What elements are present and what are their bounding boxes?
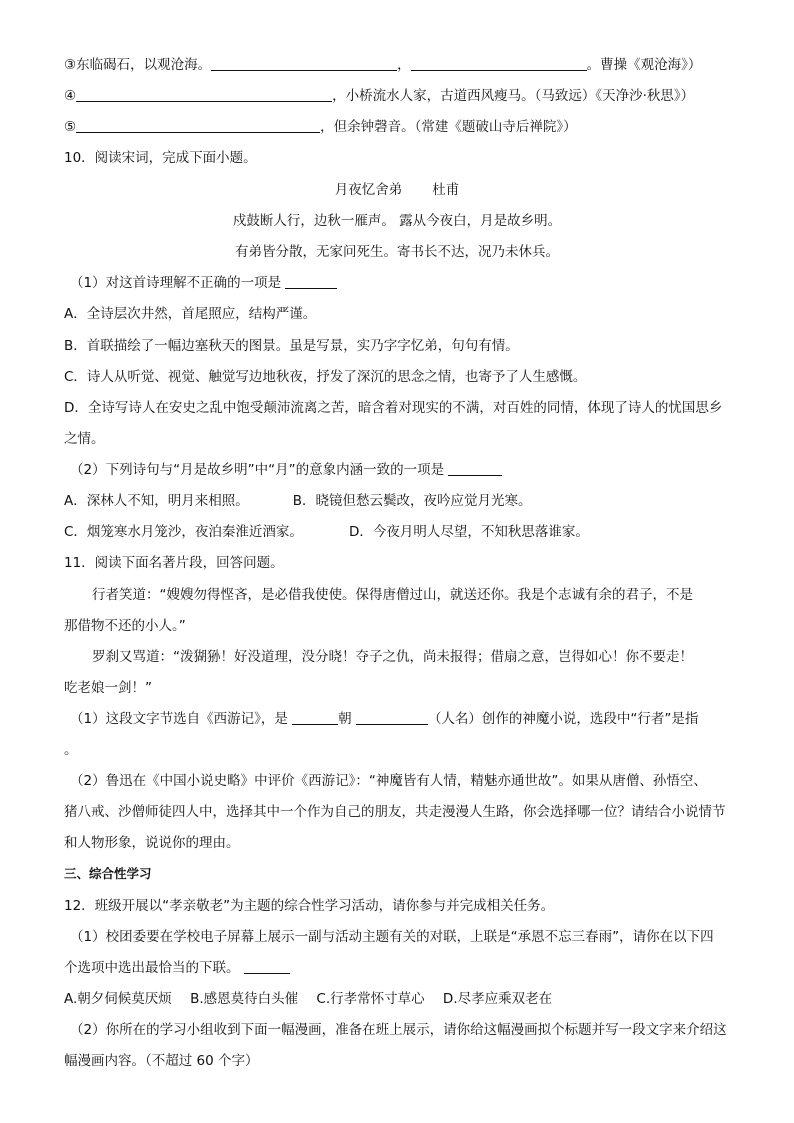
question-11-2: （2）鲁迅在《中国小说史略》中评价《西游记》：“神魔皆有人情，精魅亦通世故”。如果从唐僧、孙悟空、: [70, 773, 707, 789]
poem-header: [0, 180, 794, 200]
question-12-1-cont: 个选项中选出最恰当的下联。: [64, 958, 290, 978]
answer-blank[interactable]: [244, 959, 290, 974]
excerpt-paragraph-2-cont: 吃老娘一剑！”: [64, 680, 152, 696]
options-12-1[interactable]: A.朝夕伺候莫厌烦 B.感恩莫待白头催 C.行孝常怀寸草心 D.尽孝应乘双老在: [64, 991, 553, 1007]
answer-blank[interactable]: [211, 56, 397, 71]
option-10-1-A[interactable]: A．全诗层次井然，首尾照应，结构严谨。: [64, 306, 317, 322]
poem-title: 月夜忆舍弟: [334, 182, 403, 198]
question-11-heading: 11．阅读下面名著片段，回答问题。: [64, 555, 284, 571]
option-10-2-A[interactable]: A．深林人不知，明月来相照。: [64, 493, 249, 509]
question-12-2-cont: 幅漫画内容。（不超过 60 个字）: [64, 1053, 259, 1069]
poem-fill-line-5: ⑤ ，但余钟磬音。（常建《题破山寺后禅院》）: [64, 119, 577, 135]
excerpt-paragraph-1: 行者笑道：“嫂嫂勿得悭吝，是必借我使使。保得唐僧过山，就送还你。我是个志诚有余的君子，不是: [92, 587, 693, 603]
answer-blank[interactable]: [448, 461, 502, 476]
question-12-1: （1）校团委要在学校电子屏幕上展示一副与活动主题有关的对联，上联是“承恩不忘三春雨”，请你在以下四: [70, 929, 714, 945]
option-10-2-C[interactable]: C．烟笼寒水月笼沙，夜泊秦淮近酒家。: [64, 524, 303, 540]
option-10-2-D[interactable]: D．今夜月明人尽望，不知秋思落谁家。: [348, 524, 589, 540]
poem-author: 杜甫: [432, 182, 460, 198]
answer-blank[interactable]: [76, 87, 332, 102]
poem-line-1: 戍鼓断人行，边秋一雁声。 露从今夜白，月是故乡明。: [232, 213, 562, 229]
question-11-2-cont-2: 和人物形象，说说你的理由。: [64, 835, 240, 851]
options-10-2-row-2: [64, 522, 589, 542]
question-10-2: （2）下列诗句与“月是故乡明”中“月”的意象内涵一致的一项是: [70, 460, 502, 480]
poem-fill-line-4: ④ ，小桥流水人家，古道西风瘦马。（马致远）《天净沙·秋思》）: [64, 88, 695, 104]
options-10-2-row-1: [64, 491, 532, 511]
excerpt-paragraph-2: 罗刹又骂道：“泼猢狲！好没道理，没分晓！夺子之仇，尚未报得；借扇之意，岂得如心！你不要走！: [92, 649, 693, 665]
option-10-2-B[interactable]: B．晓镜但愁云鬓改，夜吟应觉月光寒。: [292, 493, 532, 509]
answer-blank[interactable]: [411, 56, 587, 71]
answer-blank[interactable]: [292, 710, 338, 725]
question-11-1-cont: 。: [64, 742, 78, 758]
answer-blank[interactable]: [285, 274, 337, 289]
option-10-1-D[interactable]: D．全诗写诗人在安史之乱中饱受颠沛流离之苦，暗含着对现实的不满，对百姓的同情，体现了诗人的忧国思乡: [64, 400, 723, 416]
answer-blank[interactable]: [76, 118, 320, 133]
question-11-1: （1）这段文字节选自《西游记》，是 朝 （人名）创作的神魔小说，选段中“行者”是指: [70, 711, 699, 727]
poem-line-2: 有弟皆分散，无家问死生。寄书长不达，况乃未休兵。: [235, 244, 559, 260]
section-heading: 三、综合性学习: [64, 866, 152, 881]
question-10-heading: 10．阅读宋词，完成下面小题。: [64, 150, 257, 166]
option-10-1-C[interactable]: C．诗人从听觉、视觉、触觉写边地秋夜，抒发了深沉的思念之情，也寄予了人生感慨。: [64, 369, 587, 385]
question-10-1: （1）对这首诗理解不正确的一项是: [70, 273, 337, 293]
answer-blank[interactable]: [356, 710, 428, 725]
option-10-1-B[interactable]: B．首联描绘了一幅边塞秋天的图景。虽是写景，实乃字字忆弟，句句有情。: [64, 338, 519, 354]
poem-fill-line-3: ③东临碣石，以观沧海。 ， 。曹操《观沧海》）: [64, 57, 702, 73]
question-12-heading: 12．班级开展以“孝亲敬老”为主题的综合性学习活动，请你参与并完成相关任务。: [64, 898, 555, 914]
option-10-1-D-cont: 之情。: [64, 431, 105, 447]
question-11-2-cont-1: 猪八戒、沙僧师徒四人中，选择其中一个作为自己的朋友，共走漫漫人生路，你会选择哪一位？请结合小说情节: [64, 804, 726, 820]
question-12-2: （2）你所在的学习小组收到下面一幅漫画，准备在班上展示，请你给这幅漫画拟个标题并写一段文字来介绍这: [70, 1022, 727, 1038]
excerpt-paragraph-1-cont: 那借物不还的小人。”: [64, 618, 186, 634]
